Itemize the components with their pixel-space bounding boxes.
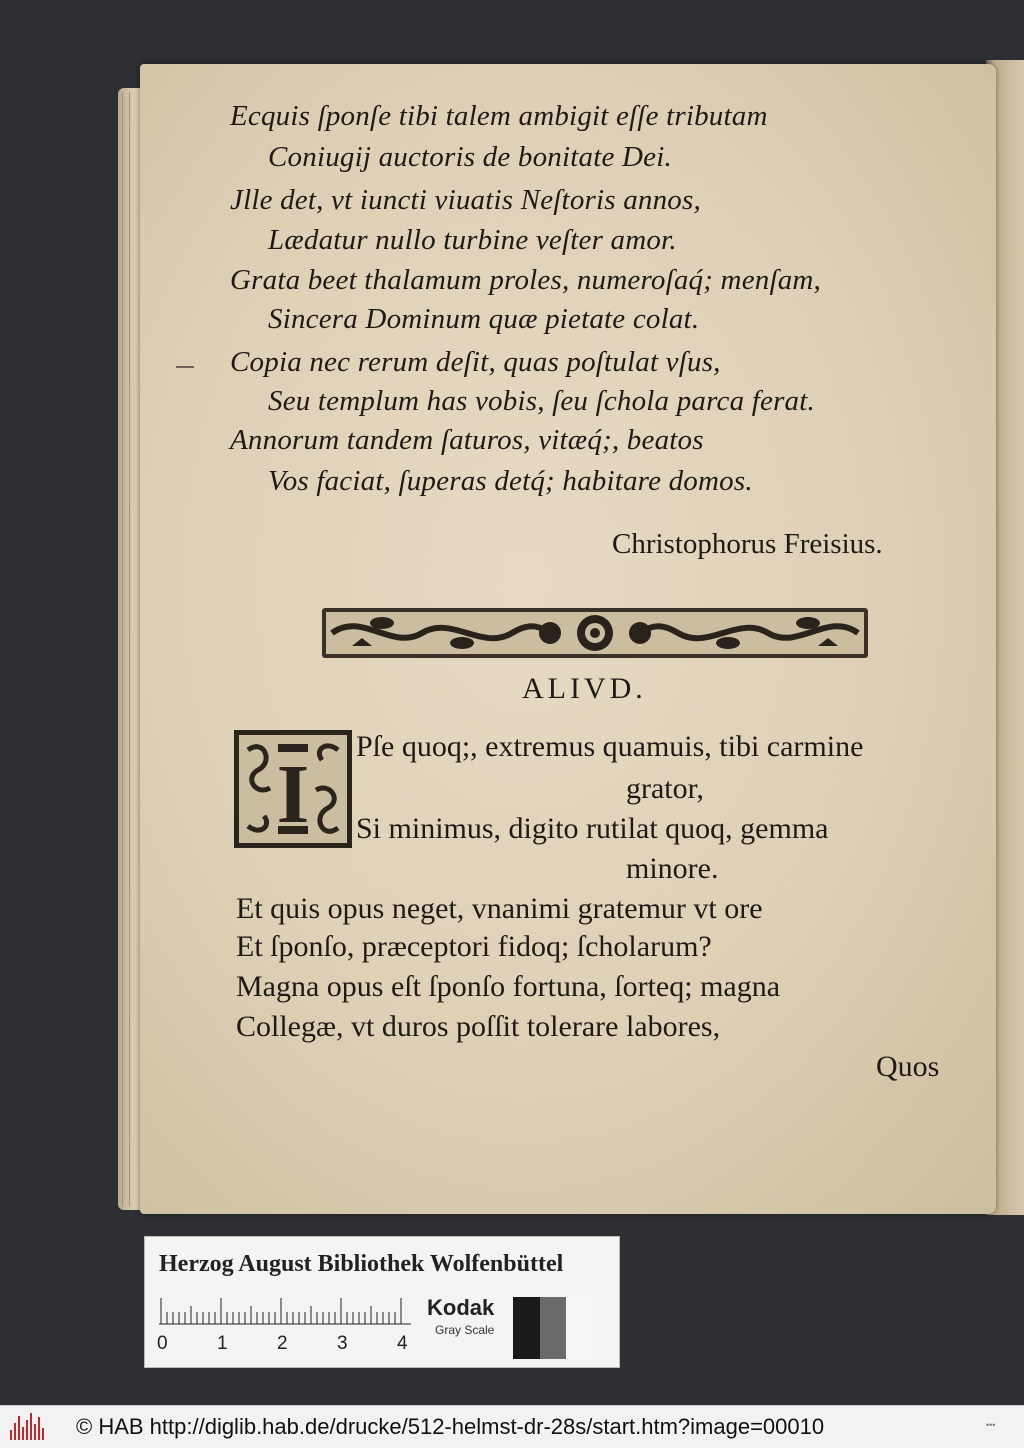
aliud-line-3: Si minimus, digito rutilat quoq, gemma	[356, 812, 829, 845]
ruler-number-4: 4	[397, 1333, 408, 1354]
verse-line-9: Annorum tandem ſaturos, vitæq́;, beatos	[230, 424, 704, 456]
verse-line-4: Lædatur nullo turbine veſter amor.	[268, 224, 677, 256]
viewer-footer	[0, 1405, 1024, 1448]
aliud-line-1: Pſe quoq;, extremus quamuis, tibi carmine	[356, 730, 864, 763]
decorated-initial	[234, 730, 352, 848]
swatch-black	[513, 1297, 540, 1359]
logo-bar	[26, 1420, 28, 1440]
ruler-number-0: 0	[157, 1333, 168, 1354]
library-name: Herzog August Bibliothek Wolfenbüttel	[159, 1251, 564, 1277]
ruler-number-3: 3	[337, 1333, 348, 1354]
aliud-line-6: Et ſponſo, præceptori fidoq; ſcholarum?	[236, 930, 712, 963]
verse-line-2: Coniugij auctoris de bonitate Dei.	[268, 141, 672, 173]
aliud-line-8: Collegæ, vt duros poſſit tolerare labores,	[236, 1010, 721, 1043]
copyright-url: © HAB http://diglib.hab.de/drucke/512-helmst-dr-28s/start.htm?image=00010	[76, 1414, 825, 1439]
verse-line-10: Vos faciat, ſuperas detq́; habitare domos.	[268, 465, 753, 497]
logo-bar	[18, 1416, 20, 1440]
verse-line-1: Ecquis ſponſe tibi talem ambigit eſſe tributam	[230, 100, 768, 132]
gray-scale-label: Gray Scale	[435, 1323, 495, 1337]
logo-bar	[10, 1430, 12, 1440]
hab-logo-icon	[8, 1412, 48, 1442]
gray-swatches	[513, 1297, 593, 1359]
catchword: Quos	[876, 1050, 940, 1083]
kodak-brand: Kodak	[427, 1295, 495, 1320]
logo-bar	[34, 1424, 36, 1440]
decorative-headpiece	[322, 606, 868, 660]
logo-bar	[42, 1428, 44, 1440]
verse-line-8: Seu templum has vobis, ſeu ſchola parca ferat.	[268, 385, 815, 417]
section-heading: ALIVD.	[522, 672, 647, 705]
ruler-numbers	[153, 1333, 423, 1357]
aliud-line-5: Et quis opus neget, vnanimi gratemur vt ore	[236, 892, 763, 925]
logo-bar	[38, 1417, 40, 1440]
verse-line-6: Sincera Dominum quæ pietate colat.	[268, 303, 700, 335]
ruler-number-2: 2	[277, 1333, 288, 1354]
logo-bar	[14, 1423, 16, 1440]
logo-bar	[30, 1413, 32, 1440]
logo-bar	[22, 1427, 24, 1440]
verse-line-7: Copia nec rerum deſit, quas poſtulat vſus,	[230, 346, 721, 378]
color-calibration-card	[144, 1236, 620, 1368]
swatch-white	[566, 1297, 593, 1359]
ruler-scale	[159, 1295, 411, 1325]
swatch-gray	[540, 1297, 567, 1359]
aliud-line-2: grator,	[626, 772, 704, 805]
ruler-number-1: 1	[217, 1333, 228, 1354]
verse-line-3: Jlle det, vt iuncti viuatis Neſtoris annos,	[230, 184, 701, 216]
margin-mark	[176, 366, 194, 368]
signature: Christophorus Freisius.	[612, 528, 883, 560]
verse-line-5: Grata beet thalamum proles, numeroſaq́; menſam,	[230, 264, 822, 296]
initial-letter: I	[276, 748, 310, 841]
aliud-line-7: Magna opus eſt ſponſo fortuna, ſorteq; magna	[236, 970, 781, 1003]
more-dots-icon[interactable]: •••	[986, 1420, 996, 1430]
aliud-line-4: minore.	[626, 852, 719, 885]
